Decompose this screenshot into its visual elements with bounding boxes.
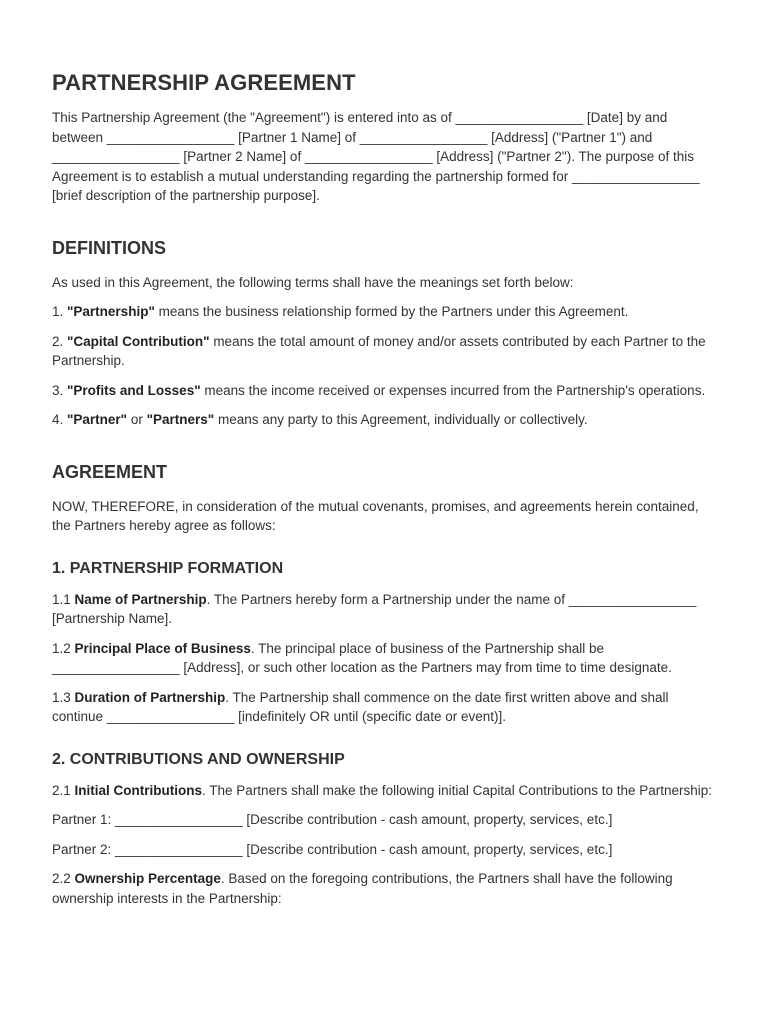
definitions-lead: As used in this Agreement, the following terms shall have the meanings set forth below: (52, 274, 574, 290)
agreement-heading: AGREEMENT (52, 461, 168, 482)
section1-item: 1.2 Principal Place of Business. The principal place of business of the Partnership shall be _________________ [Address], or such other location as the Partners may from time to time designate. (52, 640, 672, 675)
section2-item: 2.2 Ownership Percentage. Based on the foregoing contributions, the Partners shall have the following ownership interests in the Partnership: (52, 871, 673, 906)
intro-paragraph: This Partnership Agreement (the "Agreement") is entered into as of _________________ [Date] by and between _________________ [Partner 1 Name] of _________________ [Address] ("Partner 1") and _________________ [Partner 2 Name] of _________________ [Address] ("Partner 2"). The purpose of this Agreement is to establish a mutual understanding regarding the partnership formed for _________________ [brief description of the partnership purpose]. (52, 110, 700, 203)
document-title: PARTNERSHIP AGREEMENT (52, 70, 356, 95)
section2-item: 2.1 Initial Contributions. The Partners shall make the following initial Capital Contributions to the Partnership: (52, 782, 713, 798)
definition-item: 2. "Capital Contribution" means the total amount of money and/or assets contributed by each Partner to the Partnership. (52, 333, 706, 368)
section1-item: 1.1 Name of Partnership. The Partners hereby form a Partnership under the name of _________________ [Partnership Name]. (52, 591, 697, 626)
agreement-lead: NOW, THEREFORE, in consideration of the mutual covenants, promises, and agreements herein contained, the Partners hereby agree as follows: (52, 498, 699, 533)
section1-heading: 1. PARTNERSHIP FORMATION (52, 559, 284, 577)
definition-item: 4. "Partner" or "Partners" means any party to this Agreement, individually or collectively. (52, 412, 588, 427)
section1-item: 1.3 Duration of Partnership. The Partnership shall commence on the date first written above and shall continue _________________ [indefinitely OR until (specific date or event)]. (52, 689, 669, 724)
definitions-heading: DEFINITIONS (52, 237, 167, 258)
section2-heading: 2. CONTRIBUTIONS AND OWNERSHIP (52, 750, 345, 768)
definition-item: 1. "Partnership" means the business relationship formed by the Partners under this Agreement. (52, 304, 629, 319)
partner1-contribution: Partner 1: _________________ [Describe contribution - cash amount, property, services, etc.] (52, 812, 613, 827)
partner2-contribution: Partner 2: _________________ [Describe contribution - cash amount, property, services, etc.] (52, 841, 613, 857)
definition-item: 3. "Profits and Losses" means the income received or expenses incurred from the Partnership's operations. (52, 382, 706, 398)
